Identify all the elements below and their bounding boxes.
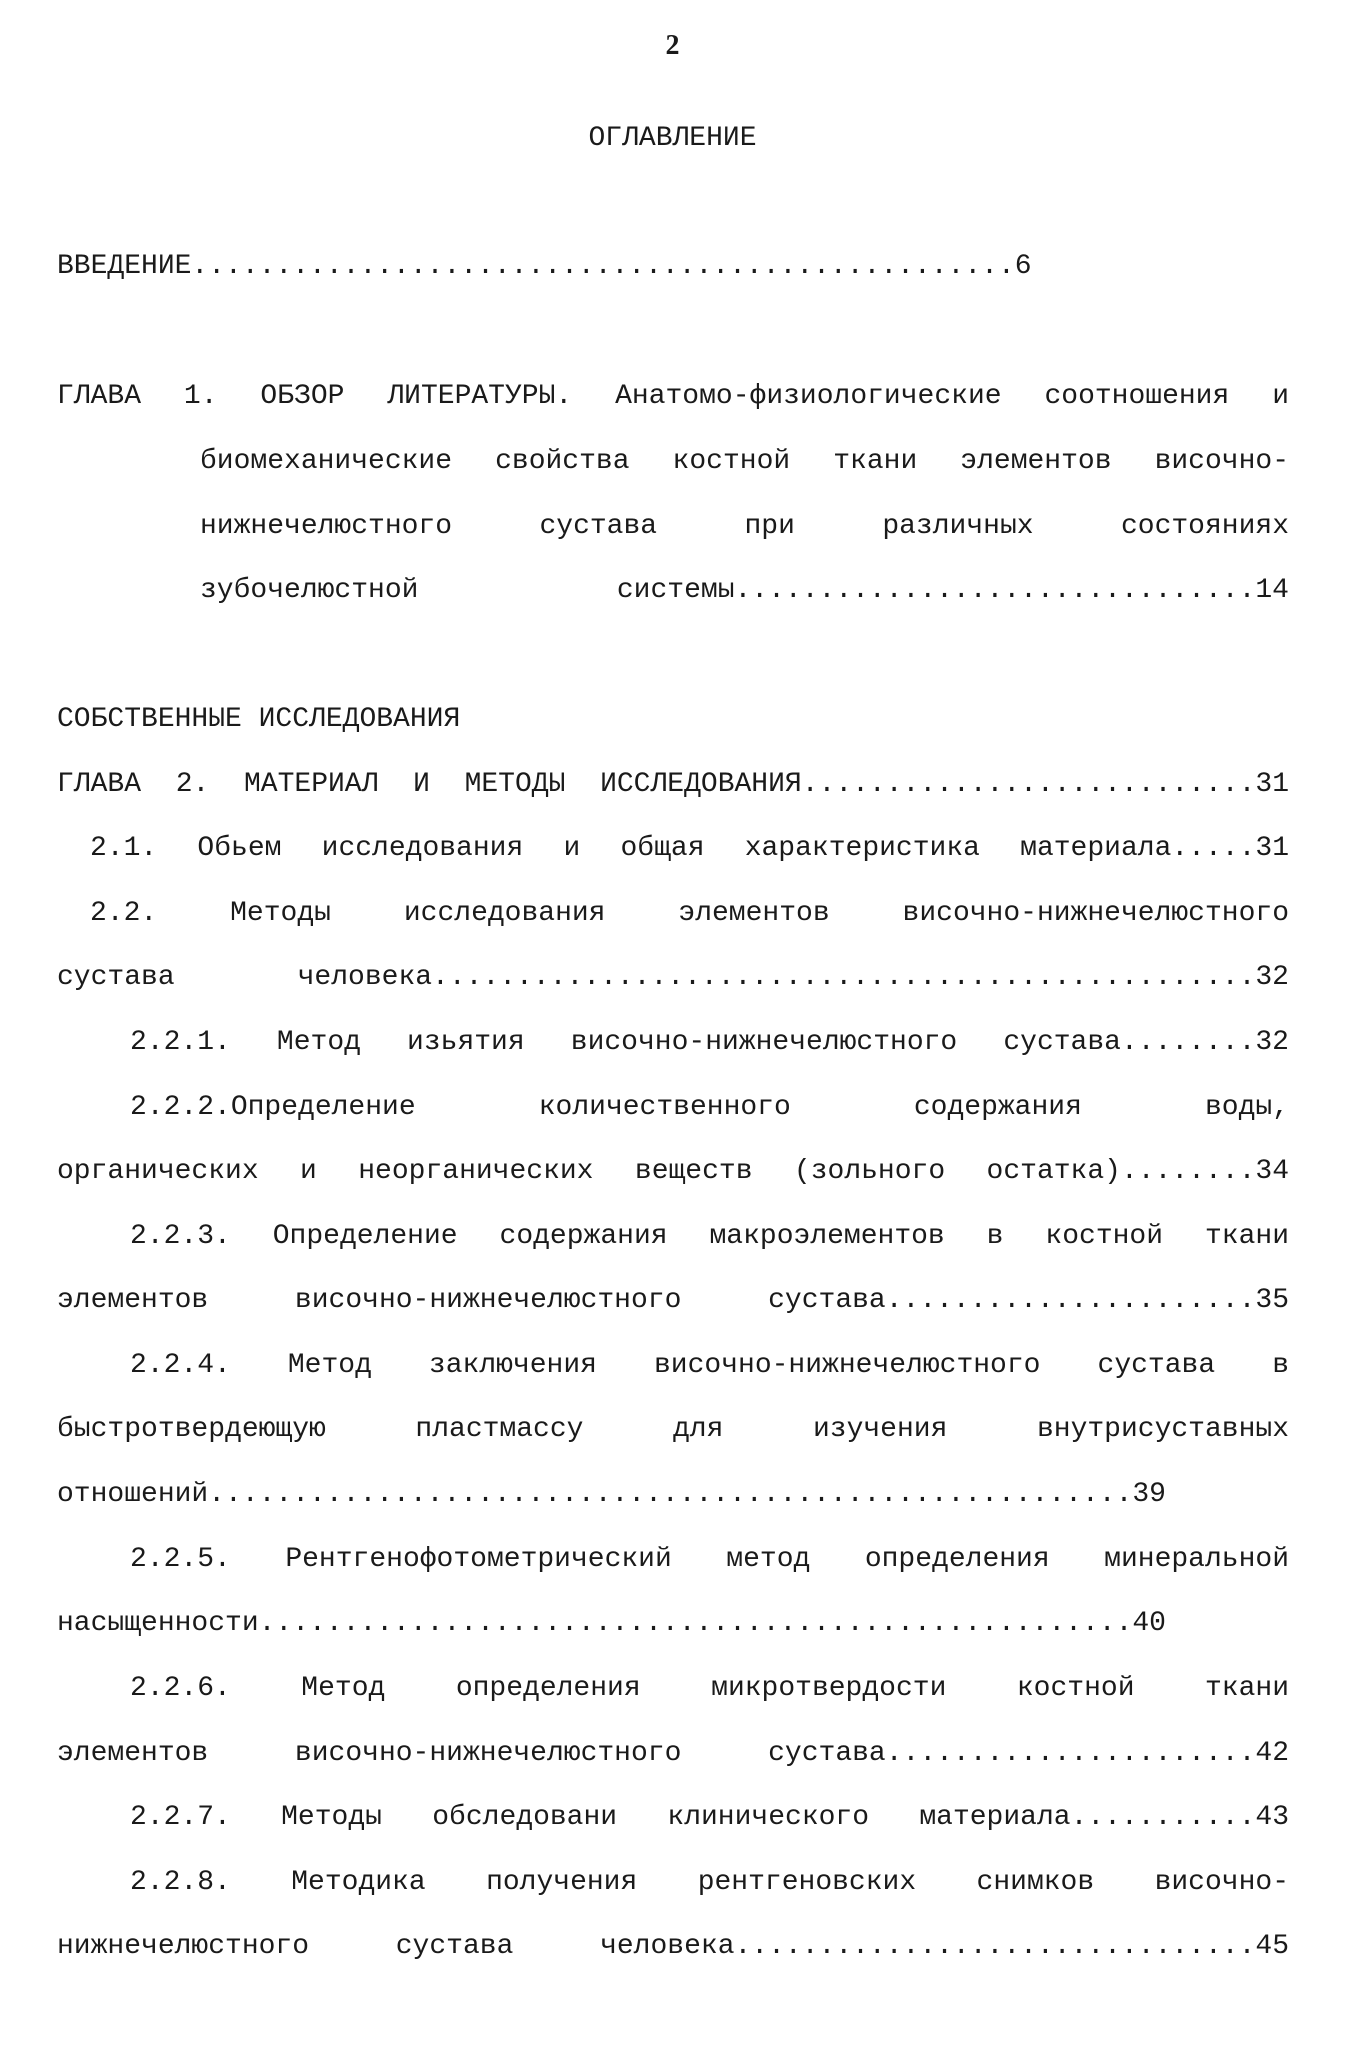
toc-line-2-2-5-cont: насыщенности....................................................40 bbox=[57, 1608, 1166, 1639]
toc-line-2-2-1: 2.2.1. Метод изьятия височно-нижнечелюстного сустава........32 bbox=[130, 1027, 1289, 1058]
toc-line-2-2-4: 2.2.4. Метод заключения височно-нижнечелюстного сустава в bbox=[130, 1350, 1289, 1381]
toc-line-chapter-1-cont-1: биомеханические свойства костной ткани элементов височно- bbox=[200, 446, 1289, 477]
toc-line-2-2-8: 2.2.8. Методика получения рентгеновских снимков височно- bbox=[130, 1867, 1289, 1898]
toc-line-2-2-2-cont: органических и неорганических веществ (зольного остатка)........34 bbox=[57, 1156, 1289, 1187]
toc-line-2-2-3-cont: элементов височно-нижнечелюстного сустава......................35 bbox=[57, 1285, 1289, 1316]
toc-line-2-2-4-cont-2: отношений.......................................................39 bbox=[57, 1479, 1166, 1510]
toc-line-2-2-cont: сустава человека.................................................32 bbox=[57, 962, 1289, 993]
toc-line-2-2: 2.2. Методы исследования элементов височно-нижнечелюстного bbox=[90, 898, 1289, 929]
page-number: 2 bbox=[665, 30, 680, 61]
toc-line-chapter-1-cont-2: нижнечелюстного сустава при различных состояниях bbox=[200, 511, 1289, 542]
toc-line-2-2-3: 2.2.3. Определение содержания макроэлементов в костной ткани bbox=[130, 1221, 1289, 1252]
toc-line-chapter-1: ГЛАВА 1. ОБЗОР ЛИТЕРАТУРЫ. Анатомо-физиологические соотношения и bbox=[57, 381, 1289, 412]
toc-line-2-2-8-cont: нижнечелюстного сустава человека...............................45 bbox=[57, 1931, 1289, 1962]
toc-line-2-2-4-cont-1: быстротвердеющую пластмассу для изучения внутрисуставных bbox=[57, 1414, 1289, 1445]
toc-title: ОГЛАВЛЕНИЕ bbox=[588, 123, 757, 154]
toc-line-2-2-7: 2.2.7. Методы обследовани клинического материала...........43 bbox=[130, 1802, 1289, 1833]
toc-line-2-1: 2.1. Обьем исследования и общая характеристика материала.....31 bbox=[90, 833, 1289, 864]
toc-line-2-2-6: 2.2.6. Метод определения микротвердости костной ткани bbox=[130, 1673, 1289, 1704]
toc-line-2-2-2: 2.2.2.Определение количественного содержания воды, bbox=[130, 1092, 1289, 1123]
toc-section-own-research: СОБСТВЕННЫЕ ИССЛЕДОВАНИЯ bbox=[57, 704, 461, 735]
toc-line-chapter-2: ГЛАВА 2. МАТЕРИАЛ И МЕТОДЫ ИССЛЕДОВАНИЯ...........................31 bbox=[57, 769, 1289, 800]
toc-line-2-2-5: 2.2.5. Рентгенофотометрический метод определения минеральной bbox=[130, 1544, 1289, 1575]
toc-line-2-2-6-cont: элементов височно-нижнечелюстного сустава......................42 bbox=[57, 1738, 1289, 1769]
toc-line-introduction: ВВЕДЕНИЕ.................................................6 bbox=[57, 251, 1032, 282]
toc-line-chapter-1-cont-3: зубочелюстной системы...............................14 bbox=[200, 575, 1289, 606]
